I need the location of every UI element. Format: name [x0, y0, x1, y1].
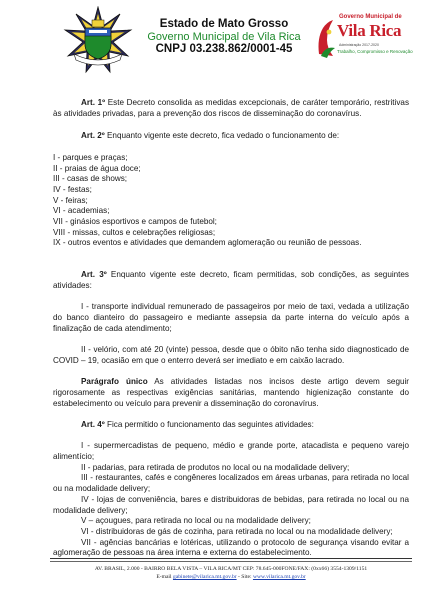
- site-link[interactable]: www.vilarica.mt.gov.br: [252, 574, 306, 580]
- article-2-list: [53, 153, 409, 249]
- list-item: VI - academias;: [53, 206, 110, 216]
- list-item: II - praias de água doce;: [53, 163, 141, 173]
- article-3-item-2: II - velório, com até 20 (vinte) pessoa, desde que o óbito não tenha sido diagnosticado de COVID – 19, ocasião em que o enterro deverá ser imediato e em caixão lacrado.: [53, 345, 409, 365]
- list-item: VIII - missas, cultos e celebrações religiosas;: [53, 227, 216, 237]
- site-label: - Site:: [238, 574, 252, 580]
- list-item: I - parques e praças;: [53, 152, 128, 162]
- list-item: IV - lojas de conveniência, bares e distribuidoras de bebidas, para retirada no local ou na modalidade delivery;: [53, 494, 409, 515]
- email-label: E-mail: [156, 574, 172, 580]
- article-4: Art. 4º Fica permitido o funcionamento das seguintes atividades:: [81, 419, 314, 429]
- list-item: II - padarias, para retirada de produtos no local ou na modalidade delivery;: [81, 462, 350, 472]
- list-item: I - supermercadistas de pequeno, médio e grande porte, atacadista e pequeno varejo alimentício;: [53, 441, 409, 461]
- footer-contacts: [50, 573, 412, 581]
- document-header: [0, 0, 436, 84]
- list-item: VII - agências bancárias e lotéricas, utilizando o protocolo de segurança visando evitar a aglomeração de pessoas na área interna e externa do estabelecimento.: [53, 537, 409, 558]
- government-name: Governo Municipal de Vila Rica: [147, 30, 301, 43]
- cnpj-number: CNPJ 03.238.862/0001-45: [155, 43, 293, 56]
- sole-paragraph: Parágrafo único As atividades listadas nos incisos deste artigo devem seguir rigorosamente as respectivas exigências sanitárias, mantendo higienização constante do estabelecimento ou veículo para prevenir a disseminação do coronavírus.: [53, 377, 409, 408]
- list-item: V – açougues, para retirada no local ou na modalidade delivery;: [81, 516, 311, 526]
- list-item: VII - ginásios esportivos e campos de futebol;: [53, 217, 217, 227]
- email-link[interactable]: gabinete@vilarica.mt.gov.br: [172, 574, 237, 580]
- logo-caption: Governo Municipal de: [339, 14, 402, 20]
- article-1: Art. 1º Este Decreto consolida as medidas excepcionais, de caráter temporário, restritivas às atividades privadas, para a prevenção dos riscos de disseminação do coronavírus.: [53, 98, 410, 118]
- municipal-logo: [315, 14, 411, 76]
- footer-divider: [50, 558, 412, 559]
- logo-mark-icon: [315, 18, 337, 58]
- document-footer: [50, 558, 412, 581]
- list-item: IV - festas;: [53, 184, 92, 194]
- list-item: VI - distribuidoras de gás de cozinha, para retirada no local ou na modalidade delivery;: [81, 526, 393, 536]
- article-3-item-1: I - transporte individual remunerado de passageiros por meio de taxi, vedada a utilização do banco dianteiro do passageiro e mediante assepsia da parte interna do veículo após a finalização de cada atendimento;: [53, 302, 409, 333]
- decree-body: [53, 98, 409, 559]
- list-item: III - casas de shows;: [53, 174, 128, 184]
- list-item: V - feiras;: [53, 195, 88, 205]
- footer-address: AV. BRASIL, 2.000 - BAIRRO BELA VISTA – VILA RICA/MT CEP: 78.645-000FONE/FAX: (0xx66) 3554-1309/1151: [94, 566, 368, 572]
- list-item: IX - outros eventos e atividades que demandem aglomeração ou reunião de pessoas.: [53, 238, 362, 248]
- footer-divider: [50, 561, 412, 562]
- list-item: III - restaurantes, cafés e congêneres localizados em áreas urbanas, para retirada no local ou na modalidade delivery;: [53, 473, 409, 494]
- logo-slogan: Trabalho, Compromisso e Renovação: [337, 49, 413, 54]
- coat-of-arms-icon: [60, 6, 136, 74]
- article-2: Art. 2º Enquanto vigente este decreto, fica vedado o funcionamento de:: [81, 131, 340, 141]
- logo-title: Vila Rica: [337, 21, 402, 40]
- state-name: Estado de Mato Grosso: [159, 18, 289, 30]
- article-3: Art. 3º Enquanto vigente este decreto, ficam permitidas, sob condições, as seguintes atividades:: [53, 270, 409, 290]
- logo-years: Administração 2017-2020: [339, 43, 379, 47]
